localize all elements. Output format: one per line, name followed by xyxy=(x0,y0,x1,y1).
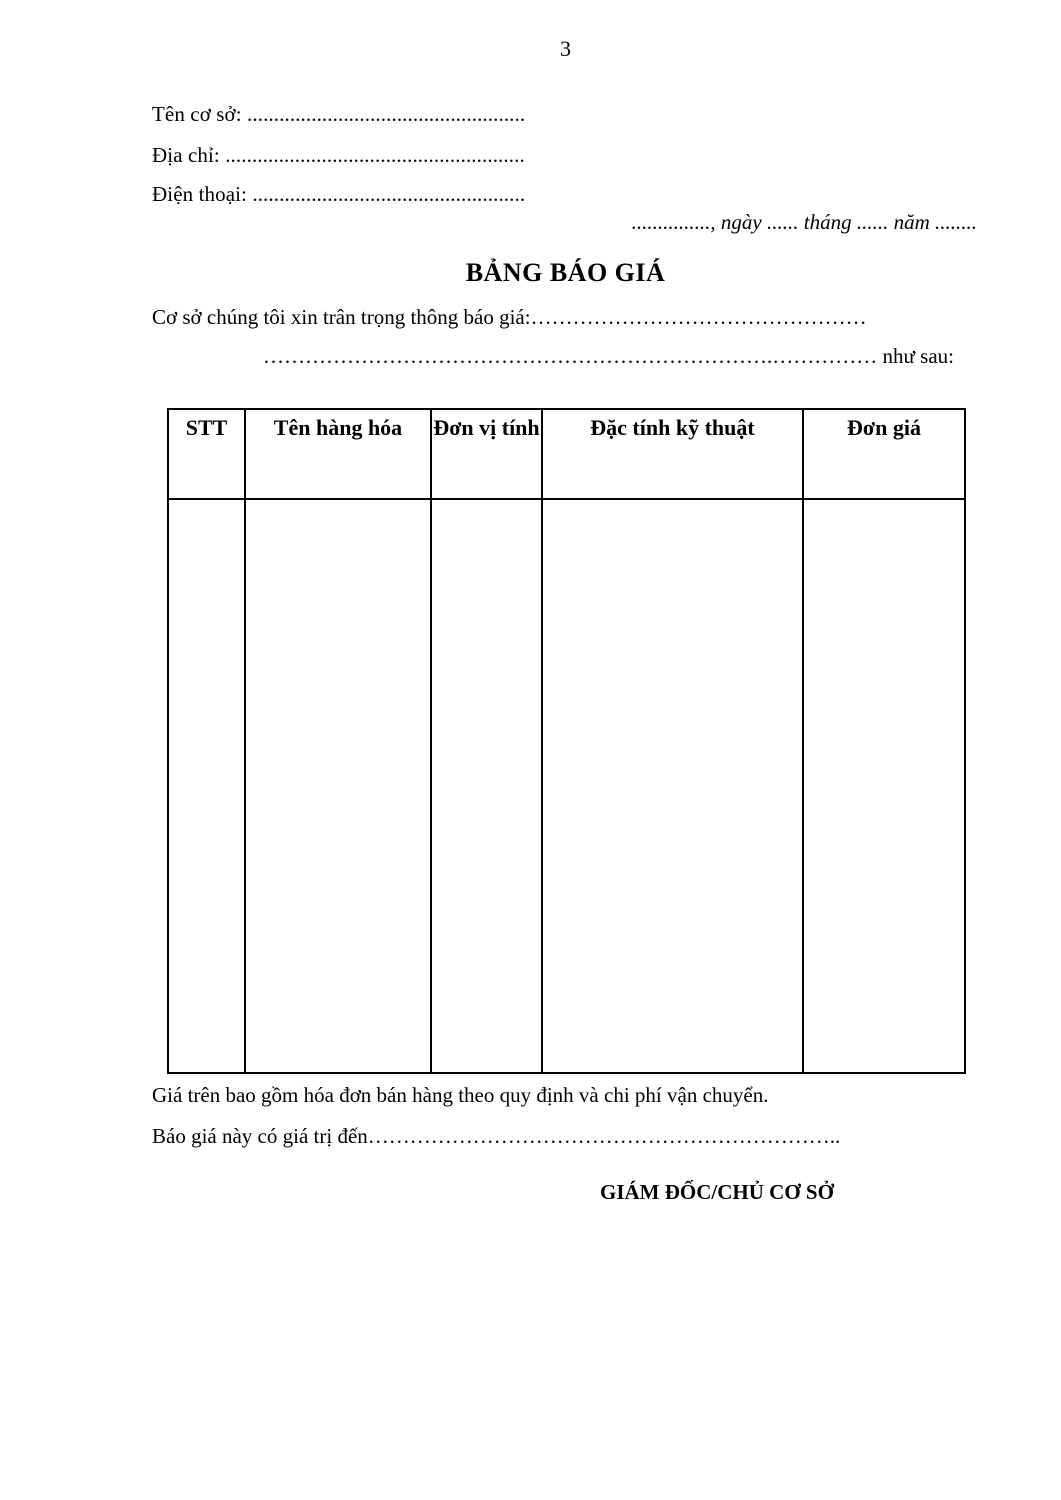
facility-name-field: Tên cơ sở: .................................................... xyxy=(152,102,526,126)
date-line: ..............., ngày ...... tháng ...... năm ........ xyxy=(631,210,977,234)
quote-table xyxy=(167,408,966,1074)
table-cell-stt[interactable] xyxy=(168,499,245,1073)
document-title: BẢNG BÁO GIÁ xyxy=(465,258,666,287)
validity-note: Báo giá này có giá trị đến………………………………………………………….. xyxy=(152,1124,841,1148)
page-number: 3 xyxy=(560,36,571,61)
intro-line-2 xyxy=(152,344,954,369)
table-header-row xyxy=(168,409,965,499)
column-header-stt: STT xyxy=(168,409,245,499)
table-cell-unit[interactable] xyxy=(431,499,542,1073)
signature-title: GIÁM ĐỐC/CHỦ CƠ SỞ xyxy=(600,1180,834,1204)
column-header-unit: Đơn vị tính xyxy=(431,409,542,499)
column-header-item-name: Tên hàng hóa xyxy=(245,409,431,499)
table-cell-specifications[interactable] xyxy=(542,499,803,1073)
column-header-specifications: Đặc tính kỹ thuật xyxy=(542,409,803,499)
address-field: Địa chỉ: ........................................................ xyxy=(152,143,525,167)
price-note: Giá trên bao gồm hóa đơn bán hàng theo quy định và chi phí vận chuyển. xyxy=(152,1083,769,1107)
intro-line-1: Cơ sở chúng tôi xin trân trọng thông báo giá:………………………………………… xyxy=(152,305,867,329)
table-cell-unit-price[interactable] xyxy=(803,499,965,1073)
table-row xyxy=(168,499,965,1073)
intro-line-2-text: ……………………………………………………………….…………… như sau: xyxy=(263,344,954,368)
phone-field: Điện thoại: ................................................... xyxy=(152,182,526,206)
column-header-unit-price: Đơn giá xyxy=(803,409,965,499)
table-cell-item-name[interactable] xyxy=(245,499,431,1073)
